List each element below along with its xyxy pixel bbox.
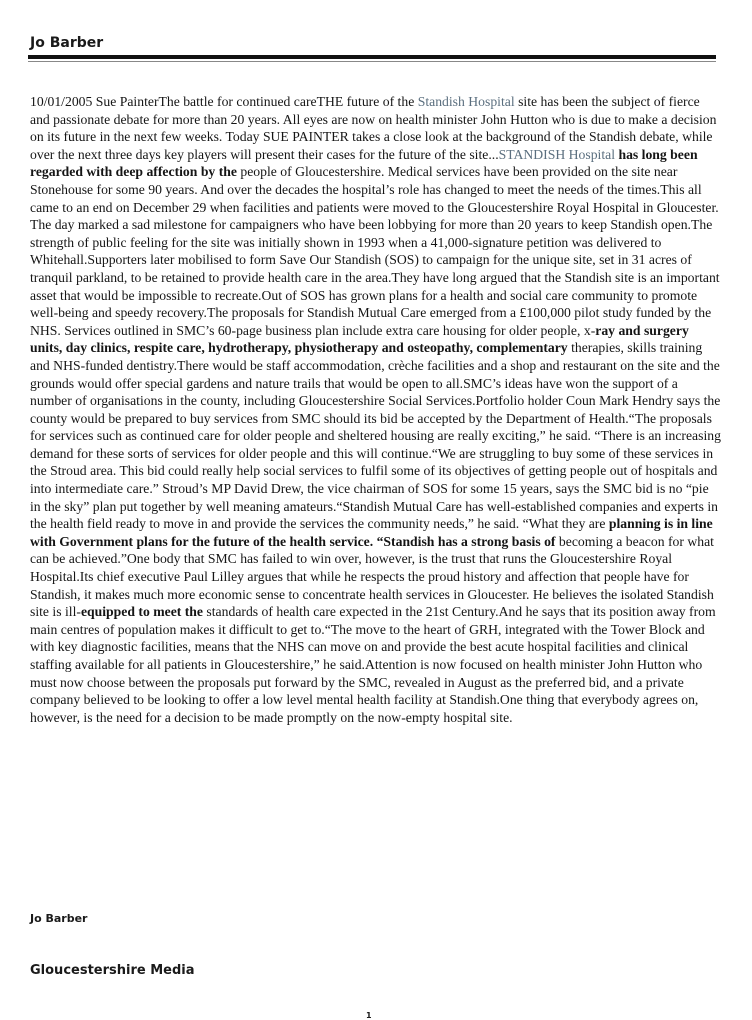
article-text: site has been the subject of fierce and passionate debate for more than 20 years. All eyes are now on health minister John Hutton who is due to make a decision on its future in the next few weeks. Today SUE PAINTER takes a close look at the background of the Standish debate, while over the next three days key players will present their cases for the future of the site... [30,94,717,162]
footer-source: Gloucestershire Media [30,963,195,978]
bold-government-plans: planning is in line with Government plans for the future of the health service. “Standish has a strong basis of [30,516,713,549]
article-text: standards of health care expected in the 21st Century.And he says that its position away from main centres of population makes it difficult to get to.“The move to the heart of GRH, integrated with the Tower Block and with key diagnostic facilities, means that the NHS can move on and provide the best acute hospital facilities and clinical staffing available for all patients in Gloucestershire,” he said.Attention is now focused on health minister John Hutton who must now choose between the proposals put forward by the SMC, revealed in August as the preferred bid, and a private company believed to be looking to offer a low level mental health facility at Standish.One thing that everybody agrees on, however, is the need for a decision to be made promptly on the now-empty hospital site. [30,604,716,725]
article-body [30,93,722,726]
highlight-standish-hospital: Standish Hospital [417,94,515,109]
header-author-name: Jo Barber [30,35,104,51]
page-number: 1 [366,1011,372,1020]
bold-services-list: ray and surgery units, day clinics, respite care, hydrotherapy, physiotherapy and osteopathy, complementary [30,322,689,356]
highlight-standish-hospital-caps: STANDISH Hospital [498,146,616,162]
article-text: 10/01/2005 Sue PainterThe battle for continued careTHE future of the [30,94,418,109]
article-text: therapies, skills training and NHS-funded dentistry.There would be staff accommodation, crèche facilities and a shop and restaurant on the site and the grounds would offer special gardens and nature trails that would be open to all.SMC’s ideas have won the support of a number of organisations in the county, including Gloucestershire Social Services.Portfolio holder Coun Mark Hendry says the county would be prepared to buy services from SMC should its bid be accepted by the Department of Health.“The proposals for services such as continued care for older people and sheltered housing are really exciting,” he said. “There is an increasing demand for these sorts of services for older people and this will continue.“We are struggling to buy some of these services in the Stroud area. This bid could really help social services to fulfil some of its objectives of getting people out of hospitals and into intermediate care.” Stroud’s MP David Drew, the vice chairman of SOS for some 15 years, says the SMC bid is no “pie in the sky” plan put together by well meaning amateurs.“Standish Mutual Care has well-established companies and experts in the health field ready to move in and provide the services the community needs,” he said. “What they are [30,340,721,532]
header-rule [28,55,716,59]
footer-author-name: Jo Barber [30,912,88,925]
bold-affection-phrase: has long been regarded with deep affection by the [30,146,698,180]
article-text: people of Gloucestershire. Medical services have been provided on the site near Stonehouse for some 90 years. And over the decades the hospital’s role has changed to meet the needs of the times.This all came to an end on December 29 when facilities and patients were moved to the Gloucestershire Royal Hospital in Gloucester. The day marked a sad milestone for campaigners who have been lobbying for more than 20 years to keep Standish open.The strength of public feeling for the site was initially shown in 1993 when a 41,000-signature petition was delivered to Whitehall.Supporters later mobilised to form Save Our Standish (SOS) to campaign for the unique site, set in 31 acres of tranquil parkland, to be retained to provide health care in the area.They have long argued that the Standish site is an important asset that would be impossible to recreate.Out of SOS has grown plans for a health and social care community to promote well-being and speedy recovery.The proposals for Standish Mutual Care emerged from a £100,000 pilot study funded by the NHS. Services outlined in SMC’s 60-page business plan include extra care housing for older people, x- [30,164,720,338]
bold-equipped-phrase: equipped to meet the [80,604,203,620]
header-rule-thin [28,61,716,62]
article-text: becoming a beacon for what can be achieved.”One body that SMC has failed to win over, however, is the trust that runs the Gloucestershire Royal Hospital.Its chief executive Paul Lilley argues that while he respects the proud history and affection that people have for Standish, it makes much more economic sense to concentrate health services in Gloucester. He believes the isolated Standish site is ill- [30,533,714,620]
